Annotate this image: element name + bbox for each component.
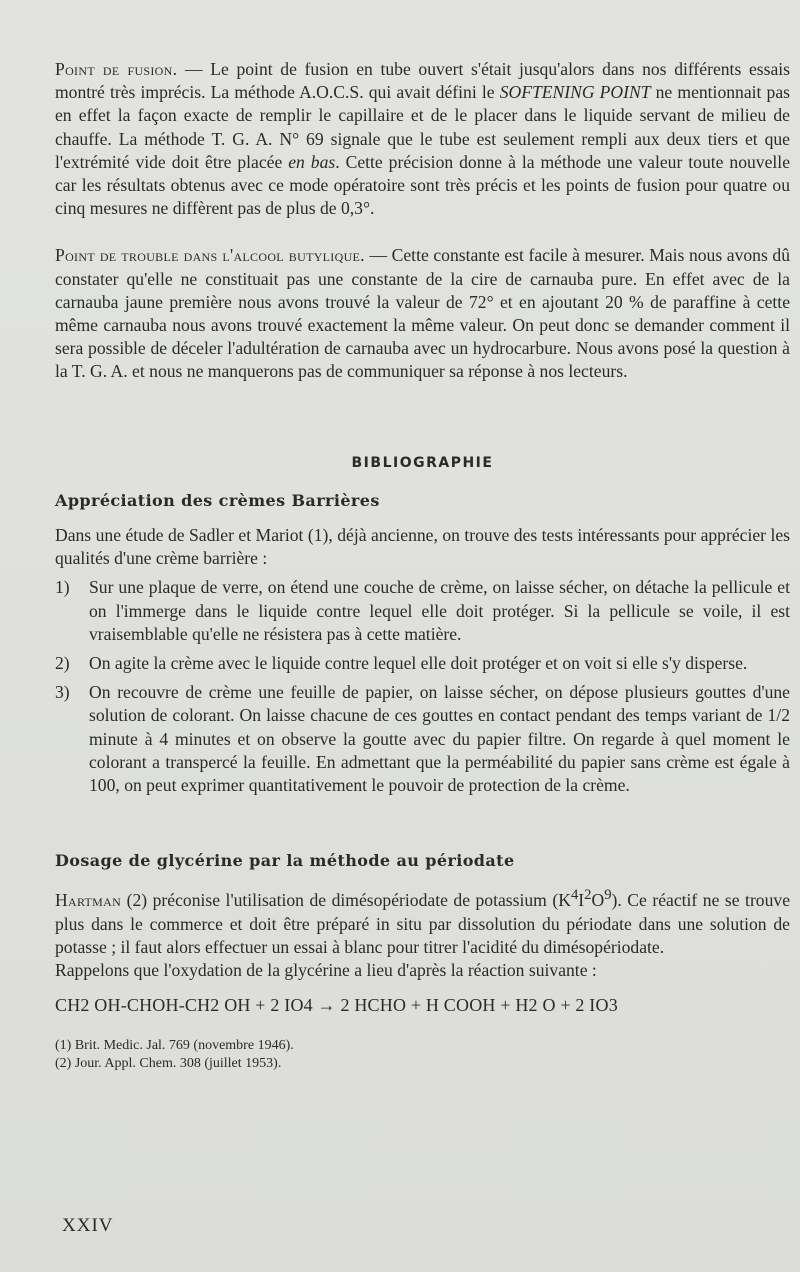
article-title: Dosage de glycérine par la méthode au périodate — [55, 851, 515, 871]
body-text: . Cette précision donne à la méthode une valeur toute nouvelle car les résultats obtenus avec ce mode opératoire sont très précis et les points de fusion pour quatre ou cinq mesures ne diffèrent pas de plus de 0,3°. — [55, 151, 790, 219]
body-text: — Cette constante est facile à mesurer. Mais nous avons dû constater qu'elle ne constituait pas une constante de la cire de carnauba pure. En effet avec de la carnauba jaune première nous avons trouvé la valeur de 72° et en ajoutant 20 % de paraffine à cette même carnauba nous avons trouvé exactement la même valeur. On peut donc se demander comment il sera possible de déceler l'adultération de carnauba avec un hydrocarbure. Nous avons posé la question à la T. G. A. et nous ne manquerons pas de communiquer sa réponse à nos lecteurs. — [55, 245, 791, 382]
article-intro: Dans une étude de Sadler et Mariot (1), déjà ancienne, on trouve des tests intéressants pour apprécier les qualités d'une crème barrière : — [55, 525, 790, 569]
item-number: 1) — [55, 577, 70, 598]
item-number: 3) — [55, 682, 70, 703]
superscript: 9 — [604, 887, 612, 904]
list-item — [55, 576, 790, 646]
author-name: Hartman — [55, 890, 122, 911]
superscript: 4 — [570, 887, 579, 904]
italic-term: SOFTENING POINT — [499, 82, 651, 103]
paragraph-point-de-fusion — [55, 58, 790, 220]
body-text: ne mentionnait pas en effet la façon exacte de remplir le capillaire et de le placer dans le liquide servant de milieu de chauffe. La méthode T. G. A. N° 69 signale que le tube est seulement rempli aux deux tiers et que l'extrémité vide doit être placée — [55, 82, 791, 172]
paragraph-point-de-trouble — [55, 244, 790, 383]
reaction-intro: Rappelons que l'oxydation de la glycérine a lieu d'après la réaction suivante : — [55, 959, 597, 980]
list-item — [55, 652, 790, 675]
run-in-heading: Point de trouble dans l'alcool butylique. — [55, 245, 365, 266]
section-title: BIBLIOGRAPHIE — [351, 454, 494, 471]
body-text: — Le point de fusion en tube ouvert s'était jusqu'alors dans nos différents essais montré très imprécis. La méthode A.O.C.S. qui avait défini le — [55, 59, 790, 103]
item-text: On recouvre de crème une feuille de papier, on laisse sécher, on dépose plusieurs gouttes d'une solution de colorant. On laisse chacune de ces gouttes en contact pendant des temps variant de 1/2 minute à 4 minutes et on observe la goutte avec du papier filtre. On regarde à quel moment le colorant a transpercé la feuille. En admettant que la perméabilité du papier sans crème est égale à 100, on peut exprimer quantitativement le pouvoir de protection de la crème. — [89, 682, 790, 796]
footnote: (1) Brit. Medic. Jal. 769 (novembre 1946). — [55, 1038, 294, 1054]
body-text: O — [591, 890, 605, 911]
body-text: (2) préconise l'utilisation de dimésopériodate de potassium (K — [121, 890, 571, 911]
italic-emphasis: en bas — [288, 151, 336, 172]
run-in-heading: Point de fusion. — [55, 59, 178, 79]
item-text: Sur une plaque de verre, on étend une couche de crème, on laisse sécher, on détache la pellicule et on l'immerge dans le liquide contre lequel elle doit protéger. Si la pellicule se voile, il est vraisemblable qu'elle ne résistera pas à cette matière. — [89, 577, 790, 644]
superscript: 2 — [584, 887, 592, 904]
list-item — [55, 681, 790, 797]
body-text: I — [578, 890, 585, 911]
page-number: XXIV — [62, 1215, 114, 1236]
article-title: Appréciation des crèmes Barrières — [55, 490, 380, 510]
footnotes — [55, 1037, 790, 1073]
text-column — [55, 58, 790, 1073]
article-body — [55, 884, 790, 958]
chemical-equation: CH2 OH-CHOH-CH2 OH + 2 IO4 → 2 HCHO + H COOH + H2 O + 2 IO3 — [55, 995, 618, 1016]
item-number: 2) — [55, 653, 70, 674]
item-text: On agite la crème avec le liquide contre lequel elle doit protéger et on voit si elle s'y disperse. — [89, 653, 748, 674]
body-text: ). Ce réactif ne se trouve plus dans le commerce et doit être préparé in situ par dissolution du périodate dans une solution de potasse ; il faut alors effectuer un essai à blanc pour titrer l'acidité du dimésopériodate. — [55, 890, 790, 957]
footnote: (2) Jour. Appl. Chem. 308 (juillet 1953). — [55, 1056, 282, 1072]
